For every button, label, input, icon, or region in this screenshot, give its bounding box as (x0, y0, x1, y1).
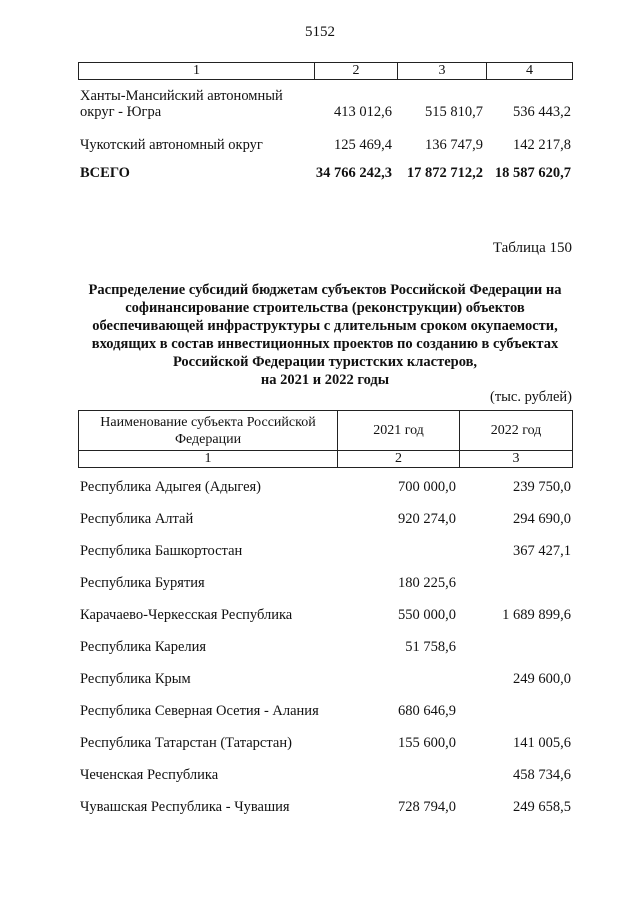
row-name: Чукотский автономный округ (80, 137, 263, 153)
value-2021: 728 794,0 (398, 799, 456, 815)
title-line: Распределение субсидий бюджетам субъектов Российской Федерации на (88, 282, 562, 298)
value-2022: 367 427,1 (513, 543, 571, 559)
cell-value: 125 469,4 (334, 137, 392, 153)
title-line: обеспечивающей инфраструктуры с длительным сроком окупаемости, (92, 318, 558, 334)
row-name: Республика Бурятия (80, 575, 205, 591)
table-label: Таблица 150 (492, 240, 572, 256)
value-2022: 249 658,5 (513, 799, 571, 815)
value-2021: 51 758,6 (405, 639, 456, 655)
table-title (60, 281, 590, 389)
row-name: Карачаево-Черкесская Республика (80, 607, 293, 623)
continuation-table-index-row (78, 62, 573, 80)
value-2021: 155 600,0 (398, 735, 456, 751)
row-name: Республика Адыгея (Адыгея) (80, 479, 262, 495)
row-name: Чувашская Республика - Чувашия (80, 799, 290, 815)
value-2021: 920 274,0 (398, 511, 456, 527)
header-2021: 2021 год (338, 411, 460, 451)
row-name: Республика Башкортостан (80, 543, 243, 559)
row-name: Республика Алтай (80, 511, 194, 527)
value-2021: 550 000,0 (398, 607, 456, 623)
header-subject (79, 411, 338, 451)
cell-value: 142 217,8 (513, 137, 571, 153)
col-index-1: 1 (79, 451, 338, 468)
header-2022: 2022 год (460, 411, 573, 451)
value-2022: 239 750,0 (513, 479, 571, 495)
row-name: Республика Карелия (80, 639, 207, 655)
total-value: 18 587 620,7 (494, 165, 571, 181)
row-name: Чеченская Республика (80, 767, 219, 783)
main-table-header (78, 410, 573, 468)
title-line: Российской Федерации туристских кластеров, (172, 354, 478, 370)
col-index-3: 3 (460, 451, 573, 468)
title-line: софинансирование строительства (реконструкции) объектов (125, 300, 525, 316)
title-line: входящих в состав инвестиционных проектов по созданию в субъектах (91, 336, 559, 352)
value-2022: 458 734,6 (513, 767, 571, 783)
col-index-2: 2 (315, 63, 398, 80)
row-name: Республика Северная Осетия - Алания (80, 703, 319, 719)
row-name-line2: округ - Югра (80, 104, 162, 120)
header-subject-line2: Федерации (174, 431, 242, 447)
value-2022: 249 600,0 (513, 671, 571, 687)
value-2022: 294 690,0 (513, 511, 571, 527)
row-name: Республика Крым (80, 671, 191, 687)
page-number: 5152 (305, 24, 335, 40)
col-index-2: 2 (338, 451, 460, 468)
value-2021: 180 225,6 (398, 575, 456, 591)
title-line: на 2021 и 2022 годы (260, 372, 390, 388)
value-2021: 680 646,9 (398, 703, 456, 719)
cell-value: 136 747,9 (425, 137, 483, 153)
value-2022: 1 689 899,6 (502, 607, 571, 623)
col-index-3: 3 (398, 63, 487, 80)
header-subject-line1: Наименование субъекта Российской (100, 414, 316, 430)
cell-value: 413 012,6 (334, 104, 392, 120)
cell-value: 536 443,2 (513, 104, 571, 120)
total-value: 17 872 712,2 (406, 165, 483, 181)
col-index-4: 4 (487, 63, 573, 80)
value-2021: 700 000,0 (398, 479, 456, 495)
cell-value: 515 810,7 (425, 104, 483, 120)
total-label: ВСЕГО (80, 165, 130, 181)
col-index-1: 1 (79, 63, 315, 80)
value-2022: 141 005,6 (513, 735, 571, 751)
unit-label: (тыс. рублей) (490, 389, 572, 405)
row-name-line1: Ханты-Мансийский автономный (80, 88, 283, 104)
row-name: Республика Татарстан (Татарстан) (80, 735, 292, 751)
total-value: 34 766 242,3 (315, 165, 392, 181)
